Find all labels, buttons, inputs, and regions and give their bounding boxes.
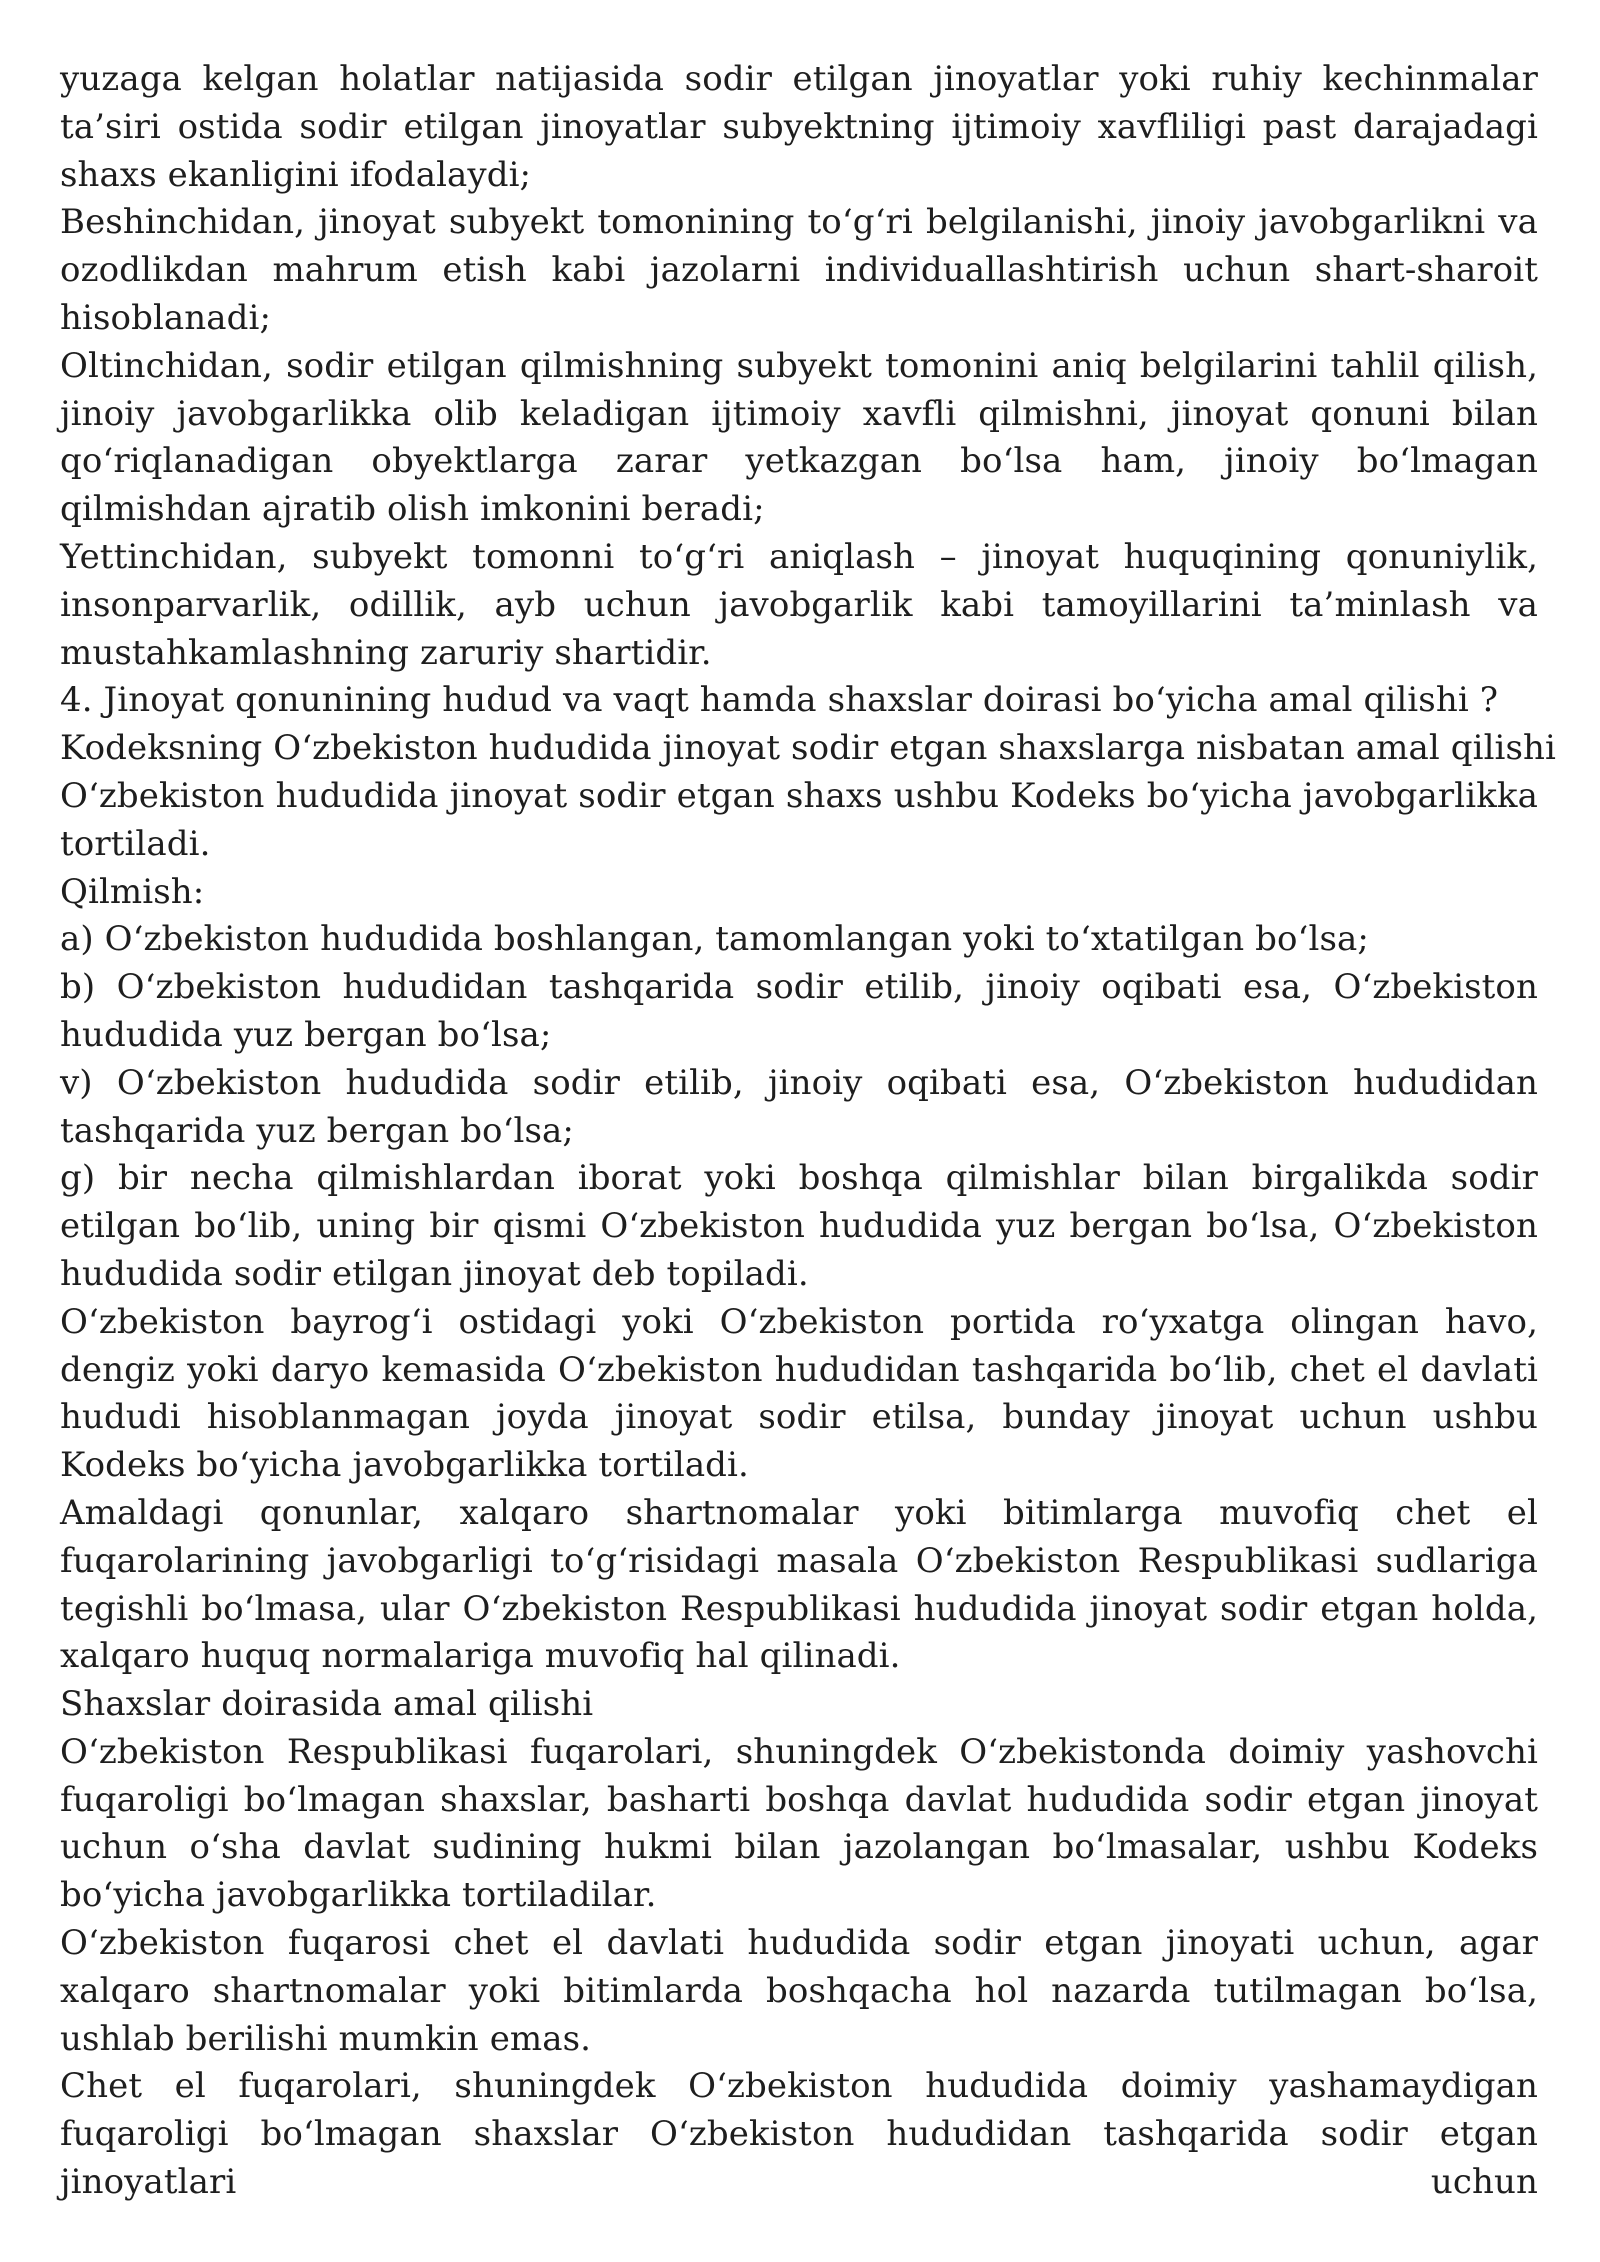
paragraph-seventh: Yettinchidan, subyekt tomonni to‘g‘ri aniqlash – jinoyat huquqining qonuniylik, insonparvarlik, odillik, ayb uchun javobgarlik kabi tamoyillarini ta’minlash va mustahkamlashning zaruriy shartidir. <box>60 536 1538 673</box>
paragraph-consequences: yuzaga kelgan holatlar natijasida sodir etilgan jinoyatlar yoki ruhiy kechinmalar ta’siri ostida sodir etilgan jinoyatlar subyektning ijtimoiy xavfliligi past darajadagi shaxs ekanligini ifodalaydi; <box>60 59 1538 195</box>
section-heading-persons: Shaxslar doirasida amal qilishi <box>60 1684 594 1725</box>
paragraph-citizens: O‘zbekiston Respublikasi fuqarolari, shuningdek O‘zbekistonda doimiy yashovchi fuqaroligi bo‘lmagan shaxslar, basharti boshqa davlat hududida sodir etgan jinoyat uchun o‘sha davlat sudining hukmi bilan jazolangan bo‘lmasalar, ushbu Kodeks bo‘yicha javobgarlikka tortiladilar. <box>60 1731 1538 1916</box>
paragraph-sixth: Oltinchidan, sodir etilgan qilmishning subyekt tomonini aniq belgilarini tahlil qilish, jinoiy javobgarlikka olib keladigan ijtimoiy xavfli qilmishni, jinoyat qonuni bilan qo‘riqlanadigan obyektlarga zarar yetkazgan bo‘lsa ham, jinoiy bo‘lmagan qilmishdan ajratib olish imkonini beradi; <box>60 345 1538 530</box>
question-heading: 4. Jinoyat qonunining hudud va vaqt hamda shaxslar doirasi bo‘yicha amal qilishi ? <box>60 680 1499 721</box>
paragraph-liability: O‘zbekiston hududida jinoyat sodir etgan shaxs ushbu Kodeks bo‘yicha javobgarlikka tortiladi. <box>60 775 1538 864</box>
qilmish-label: Qilmish: <box>60 871 205 912</box>
paragraph-fifth: Beshinchidan, jinoyat subyekt tomonining to‘g‘ri belgilanishi, jinoiy javobgarlikni va ozodlikdan mahrum etish kabi jazolarni individuallashtirish uchun shart-sharoit hisoblanadi; <box>60 202 1538 338</box>
document-page <box>60 56 1557 2207</box>
paragraph-extradition: O‘zbekiston fuqarosi chet el davlati hududida sodir etgan jinoyati uchun, agar xalqaro shartnomalar yoki bitimlarda boshqacha hol nazarda tutilmagan bo‘lsa, ushlab berilishi mumkin emas. <box>60 1923 1538 2059</box>
list-item-b: b) O‘zbekiston hududidan tashqarida sodir etilib, jinoiy oqibati esa, O‘zbekiston hududida yuz bergan bo‘lsa; <box>60 967 1538 1055</box>
list-item-a: a) O‘zbekiston hududida boshlangan, tamomlangan yoki to‘xtatilgan bo‘lsa; <box>60 919 1369 960</box>
list-item-v: v) O‘zbekiston hududida sodir etilib, jinoiy oqibati esa, O‘zbekiston hududidan tashqarida yuz bergan bo‘lsa; <box>60 1062 1538 1151</box>
paragraph-flag-vessels: O‘zbekiston bayrog‘i ostidagi yoki O‘zbekiston portida ro‘yxatga olingan havo, dengiz yoki daryo kemasida O‘zbekiston hududidan tashqarida bo‘lib, chet el davlati hududi hisoblanmagan joyda jinoyat sodir etilsa, bunday jinoyat uchun ushbu Kodeks bo‘yicha javobgarlikka tortiladi. <box>60 1301 1538 1486</box>
section-heading-territory: Kodeksning O‘zbekiston hududida jinoyat sodir etgan shaxslarga nisbatan amal qilishi <box>60 728 1557 769</box>
paragraph-foreign-citizens: Amaldagi qonunlar, xalqaro shartnomalar yoki bitimlarga muvofiq chet el fuqarolarining javobgarligi to‘g‘risidagi masala O‘zbekiston Respublikasi sudlariga tegishli bo‘lmasa, ular O‘zbekiston Respublikasi hududida jinoyat sodir etgan holda, xalqaro huquq normalariga muvofiq hal qilinadi. <box>60 1492 1538 1677</box>
paragraph-last: Chet el fuqarolari, shuningdek O‘zbekiston hududida doimiy yashamaydigan fuqaroligi bo‘lmagan shaxslar O‘zbekiston hududidan tashqarida sodir etgan jinoyatlari uchun <box>60 2066 1538 2203</box>
list-item-g: g) bir necha qilmishlardan iborat yoki boshqa qilmishlar bilan birgalikda sodir etilgan bo‘lib, uning bir qismi O‘zbekiston hududida yuz bergan bo‘lsa, O‘zbekiston hududida sodir etilgan jinoyat deb topiladi. <box>60 1158 1538 1294</box>
